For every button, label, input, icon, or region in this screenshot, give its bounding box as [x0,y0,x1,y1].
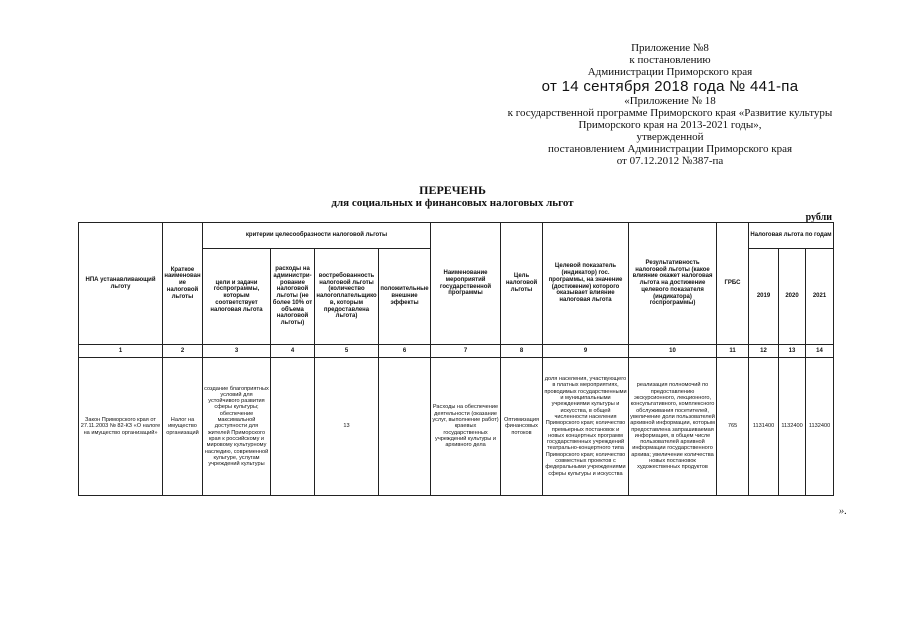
column-number: 1 [79,345,163,358]
appendix-authority: Администрации Приморского края [587,66,753,78]
appendix-number: Приложение №8 [631,42,709,54]
col-header-admin-costs: расходы на администри-рование налоговой льготы (не более 10% от объема налоговой льготы) [271,249,315,345]
cell-year-2020: 1132400 [779,358,806,496]
cell-goals-tasks: создание благоприятных условий для устойчивого развития сферы культуры; обеспечение максимальной доступности для жителей Приморского края к российскому и мировому культурному наследию, современной культуре, услугам учреждений культуры [203,358,271,496]
appendix-header [505,42,835,167]
col-header-npa: НПА устанавливающий льготу [79,223,163,345]
document-title [0,184,905,210]
group-header-criteria: критерии целесообразности налоговой льготы [203,223,431,249]
header-row-groups [79,223,834,249]
cell-short-name: Налог на имущество организаций [163,358,203,496]
cell-year-2019: 1131400 [749,358,779,496]
program-name: к государственной программе Приморского края «Развитие культуры Приморского края на 2013-2021 годы», [507,107,833,131]
title-subtitle: для социальных и финансовых налоговых льгот [331,197,574,209]
column-number: 9 [543,345,629,358]
column-number: 8 [501,345,543,358]
cell-demand: 13 [315,358,379,496]
col-header-target-indicator: Целевой показатель (индикатор) гос. программы, на значение (достижение) которого оказывает влияние налоговая льгота [543,223,629,345]
approved-label: утвержденной [636,131,704,143]
col-header-goals-tasks: цели и задачи госпрограммы, которым соответствует налоговая льгота [203,249,271,345]
col-header-goal: Цель налоговой льготы [501,223,543,345]
cell-grbs: 765 [717,358,749,496]
cell-target-indicator: доля населения, участвующего в платных мероприятиях, проводимых государственными и муниципальными учреждениями культуры и искусства, в общей численности населения Приморского края; количество премьерных постановок и новых концертных программ государственных учреждений театрально-концертного типа Приморского края; количество совместных проектов с федеральными учреждениями сферы культуры и искусства [543,358,629,496]
column-number: 10 [629,345,717,358]
column-number: 4 [271,345,315,358]
column-number: 12 [749,345,779,358]
cell-year-2021: 1132400 [806,358,834,496]
col-header-year-2019: 2019 [749,249,779,345]
col-header-grbs: ГРБС [717,223,749,345]
program-appendix-number: «Приложение № 18 [624,95,716,107]
column-number-row [79,345,834,358]
approving-decree-date: от 07.12.2012 №387-па [616,155,724,167]
col-header-year-2020: 2020 [779,249,806,345]
appendix-to-decree: к постановлению [629,54,711,66]
column-number: 7 [431,345,501,358]
currency-unit: рубли [805,212,832,223]
decree-date: от 14 сентября 2018 года № 441-па [541,78,799,95]
title-main: ПЕРЕЧЕНЬ [419,183,486,197]
column-number: 6 [379,345,431,358]
column-number: 5 [315,345,379,358]
cell-admin-costs [271,358,315,496]
table-row [79,358,834,496]
col-header-external-effects: положительные внешние эффекты [379,249,431,345]
cell-goal: Оптимизация финансовых потоков [501,358,543,496]
group-header-benefit-by-year: Налоговая льгота по годам [749,223,834,249]
column-number: 11 [717,345,749,358]
col-header-short-name: Краткое наименование налоговой льготы [163,223,203,345]
tax-benefits-table [78,222,834,496]
column-number: 2 [163,345,203,358]
column-number: 3 [203,345,271,358]
col-header-program-activities: Наименование мероприятий государственной программы [431,223,501,345]
col-header-year-2021: 2021 [806,249,834,345]
cell-external-effects [379,358,431,496]
cell-npa: Закон Приморского края от 27.11.2003 № 82-КЗ «О налоге на имущество организаций» [79,358,163,496]
approving-authority: постановлением Администрации Приморского края [547,143,793,155]
col-header-effectiveness: Результативность налоговой льготы (какое влияние окажет налоговая льгота на достижение целевого показателя (индикатора) госпрограммы) [629,223,717,345]
column-number: 14 [806,345,834,358]
closing-quote-mark: ». [838,505,847,517]
col-header-demand: востребованность налоговой льготы (количество налогоплательщиков, которым предоставлена льгота) [315,249,379,345]
cell-effectiveness: реализация полномочий по предоставлению экскурсионного, лекционного, консультативного, комплексного обслуживания посетителей, увеличение доли пользователей архивной информации, которым предоставлена запрашиваемая информация, в общем числе пользователей архивной информации государственного архива; увеличение количества новых постановок художественных продуктов [629,358,717,496]
cell-program-activities: Расходы на обеспечение деятельности (оказание услуг, выполнение работ) краевых государственных учреждений культуры и архивного дела [431,358,501,496]
column-number: 13 [779,345,806,358]
